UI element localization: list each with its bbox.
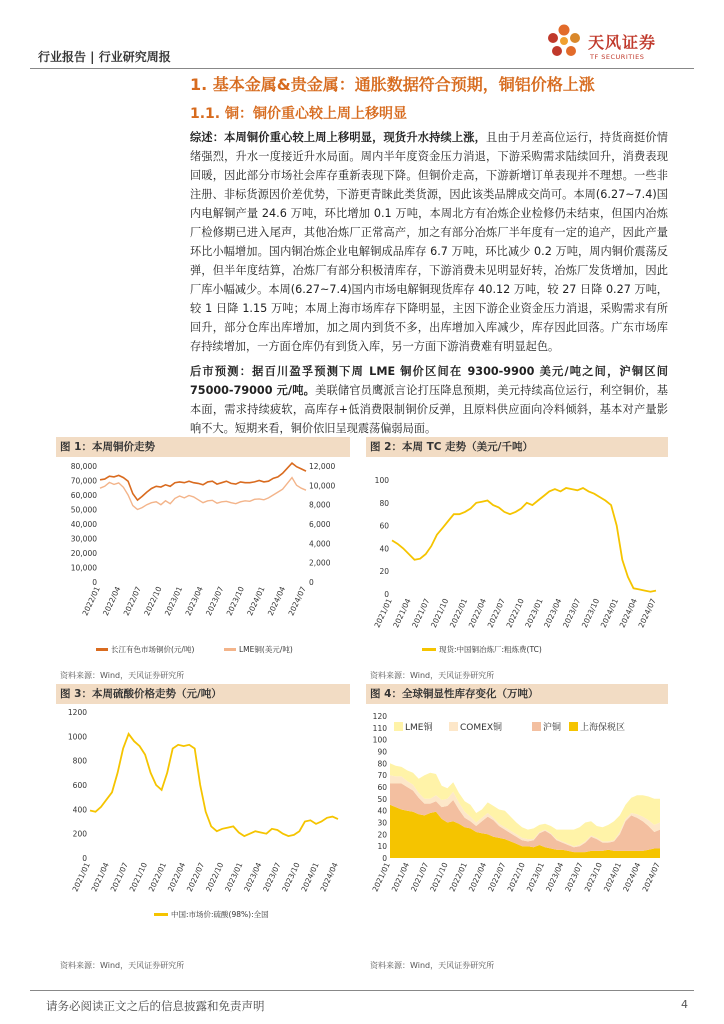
fig2-xtick-label: 2022/04: [466, 597, 489, 630]
fig3-xtick-label: 2021/01: [70, 861, 92, 894]
summary-paragraph: [190, 128, 668, 356]
footer-divider: [30, 990, 694, 991]
fig4-chart: [366, 706, 668, 956]
fig1-xtick-label: 2024/04: [265, 585, 288, 618]
fig1-xtick-label: 2023/01: [162, 585, 185, 618]
fig4-ytick-label: 100: [372, 735, 387, 745]
fig2-xtick-label: 2024/01: [598, 597, 621, 630]
fig2-xtick-label: 2021/10: [429, 597, 451, 630]
fig4-ytick-label: 20: [377, 830, 387, 840]
fig4-xtick-label: 2022/07: [486, 861, 508, 894]
fig1-left-ytick-label: 70,000: [70, 476, 97, 486]
fig2-xtick-label: 2023/07: [561, 597, 583, 630]
fig1-xtick-label: 2022/10: [142, 585, 164, 618]
fig4-legend-label: 上海保税区: [580, 723, 626, 733]
fig3-ytick-label: 600: [72, 781, 87, 790]
fig3-ytick-label: 200: [72, 829, 87, 839]
fig4-xtick-label: 2024/07: [640, 861, 662, 894]
fig2-chart: [366, 458, 668, 664]
fig3-xtick-label: 2023/04: [242, 861, 264, 894]
section-title: 1. 基本金属&贵金属：通胀数据符合预期，铜铝价格上涨: [190, 75, 595, 94]
fig4-xtick-label: 2022/04: [466, 861, 489, 894]
fig1-xtick-label: 2024/01: [245, 585, 267, 618]
company-logo: [544, 20, 694, 70]
fig3-ytick-label: 1000: [67, 732, 87, 742]
fig2-xtick-label: 2022/07: [485, 597, 507, 630]
fig3-xtick-label: 2022/10: [204, 861, 226, 894]
fig2-xtick-label: 2024/07: [636, 597, 658, 630]
fig2-ytick-label: 80: [379, 498, 389, 508]
fig4-xtick-label: 2021/01: [370, 861, 392, 894]
fig1-right-ytick-label: 8,000: [309, 500, 331, 510]
fig1-lme-legend-swatch: [224, 648, 236, 651]
fig4-xtick-label: 2024/01: [601, 861, 624, 894]
fig1-right-ytick-label: 6,000: [309, 520, 331, 529]
fig1-chart: [56, 458, 350, 664]
fig1-lme-legend-label: LME铜(美元/吨): [239, 645, 293, 654]
summary-body: 且由于月差高位运行，持货商挺价情绪强烈，升水一度接近升水局面。周内半年度资金压力消退，下游采购需求陆续回升，消费表现回暖，因此部分市场社会库存重新表现下降。但铜价走高，下游新增订单表现并不理想。一些非注册、非标货源因价差优势，下游更青睐此类货源，因此该类品牌成交尚可。本周(6.27~7.4)国内电解铜产量 24.6 万吨，环比增加 0.1 万吨，本周北方有冶炼企业检修仍未结束，但国内冶炼厂检修期已进入尾声，其他冶炼厂正常高产，加之有部分冶炼厂半年度有一定的追产，因此产量环比小幅增加。国内铜冶炼企业电解铜成品库存 6.7 万吨，环比减少 0.2 万吨，周内铜价震荡反弹，但半年度结算，冶炼厂有部分积极清库存，下游消费未见明显好转，冶炼厂发货增加，因此厂库小幅减少。本周(6.27~7.4)国内市场电解铜现货库存 40.12 万吨，较 27 日降 0.27 万吨，较 1 日降 1.15 万吨；本周上海市场库存下降明显，主因下游企业资金压力消退，采购需求有所回升，部分仓库出库增加，加之周内到货不多，出库增加入库减少，库存因此回落。广东市场库存持续增加，一方面仓库仍有到货入库，另一方面下游消费难有明显起色。: [190, 131, 668, 353]
fig1-left-ytick-label: 80,000: [70, 462, 97, 471]
fig3-xtick-label: 2021/10: [127, 861, 150, 894]
fig4-ytick-label: 110: [372, 723, 387, 733]
fig3-ytick-label: 1200: [67, 708, 87, 717]
subsection-title: 1.1. 铜：铜价重心较上周上移明显: [190, 106, 407, 122]
fig4-xtick-label: 2023/10: [582, 861, 604, 894]
fig3-ytick-label: 400: [72, 805, 87, 815]
fig4-xtick-label: 2021/04: [389, 861, 412, 894]
fig1-right-ytick-label: 10,000: [309, 481, 336, 491]
logo-flower-icon: [544, 20, 584, 64]
fig1-left-ytick-label: 10,000: [70, 563, 97, 573]
fig1-xtick-label: 2023/10: [224, 585, 247, 618]
fig3-xtick-label: 2023/07: [261, 861, 283, 894]
fig4-xtick-label: 2021/10: [428, 861, 450, 894]
fig4-ytick-label: 40: [377, 806, 387, 816]
fig2-xtick-label: 2021/04: [391, 597, 413, 630]
page-number: 4: [681, 998, 688, 1011]
fig2-source: 资料来源：Wind，天风证券研究所: [370, 671, 495, 680]
header-divider: [30, 68, 694, 69]
fig1-xtick-label: 2022/04: [101, 585, 123, 618]
footer-disclaimer: 请务必阅读正文之后的信息披露和免责声明: [46, 999, 265, 1013]
fig1-left-ytick-label: 50,000: [70, 505, 97, 515]
fig3-xtick-label: 2022/07: [184, 861, 207, 894]
fig1-xtick-label: 2022/07: [121, 585, 144, 618]
forecast-body: 美联储官员鹰派言论打压降息预期，美元持续高位运行，利空铜价，基本面，需求持续疲软，高库存+低消费限制铜价反弹，且原料供应面向冷料倾斜，基本对产量影响不大。短期来看，铜价依旧呈现震荡偏弱局面。: [190, 384, 668, 435]
fig3-acid-legend-label: 中国:市场价:硫酸(98%):全国: [171, 910, 269, 919]
fig3-xtick-label: 2024/04: [318, 861, 340, 894]
fig4-xtick-label: 2021/07: [409, 861, 431, 894]
fig4-ytick-label: 80: [377, 759, 387, 769]
page-header: [30, 20, 694, 70]
fig4-ytick-label: 60: [377, 783, 387, 792]
fig3-xtick-label: 2022/04: [165, 861, 188, 894]
fig4-ytick-label: 90: [377, 747, 387, 757]
fig4-legend-swatch: [532, 722, 541, 731]
fig3-xtick-label: 2023/01: [223, 861, 245, 894]
fig4-legend-swatch: [449, 722, 458, 731]
fig4-ytick-label: 0: [382, 854, 387, 863]
fig4-legend-label: LME铜: [405, 723, 433, 733]
fig1-title: 图 1：本周铜价走势: [60, 441, 155, 453]
logo-en-text: TF SECURITIES: [590, 53, 645, 61]
fig1-right-ytick-label: 4,000: [309, 539, 331, 549]
fig3-xtick-label: 2024/01: [299, 861, 321, 894]
fig2-xtick-label: 2021/01: [372, 597, 394, 630]
fig3-xtick-label: 2021/07: [108, 861, 130, 894]
breadcrumb: 行业报告 | 行业研究周报: [38, 50, 171, 64]
fig3-acid-legend-swatch: [154, 913, 168, 916]
fig2-tc-legend-swatch: [422, 648, 436, 651]
summary-lead: 综述：本周铜价重心较上周上移明显，现货升水持续上涨，: [190, 131, 487, 144]
fig3-xtick-label: 2022/01: [146, 861, 169, 894]
fig4-ytick-label: 30: [377, 818, 387, 828]
fig1-right-ytick-label: 12,000: [309, 462, 336, 471]
fig2-xtick-label: 2023/10: [579, 597, 602, 630]
fig1-right-ytick-label: 0: [309, 578, 314, 587]
fig3-ytick-label: 800: [72, 756, 87, 766]
logo-cn-text: 天风证券: [588, 33, 657, 52]
fig4-xtick-label: 2022/10: [505, 861, 527, 894]
fig3-series-line-acid: [90, 734, 338, 836]
fig4-xtick-label: 2024/04: [621, 861, 643, 894]
fig4-ytick-label: 10: [377, 842, 387, 852]
fig4-xtick-label: 2023/07: [563, 861, 585, 894]
fig2-ytick-label: 0: [384, 590, 389, 599]
fig4-xtick-label: 2023/01: [524, 861, 547, 894]
fig2-xtick-label: 2022/01: [447, 597, 470, 630]
page-footer: [30, 990, 694, 1013]
fig1-yangtze-legend-swatch: [96, 648, 108, 651]
fig4-legend-label: COMEX铜: [460, 723, 502, 733]
fig1-xtick-label: 2023/04: [183, 585, 205, 618]
fig4-source: 资料来源：Wind，天风证券研究所: [370, 961, 495, 970]
fig4-xtick-label: 2022/01: [447, 861, 469, 894]
fig3-source: 资料来源：Wind，天风证券研究所: [60, 961, 185, 970]
fig3-xtick-label: 2023/10: [280, 861, 302, 894]
fig4-xtick-label: 2023/04: [544, 861, 566, 894]
fig1-left-ytick-label: 0: [92, 578, 97, 587]
fig1-left-ytick-label: 20,000: [70, 549, 97, 558]
fig3-xtick-label: 2021/04: [89, 861, 111, 894]
fig1-right-ytick-label: 2,000: [309, 558, 331, 568]
fig2-xtick-label: 2023/04: [542, 597, 564, 630]
forecast-paragraph: [190, 362, 668, 438]
fig3-title: 图 3：本周硫酸价格走势（元/吨）: [60, 688, 222, 700]
fig2-xtick-label: 2023/01: [523, 597, 545, 630]
fig1-source: 资料来源：Wind，天风证券研究所: [60, 671, 185, 680]
fig2-series-line-tc: [392, 488, 656, 592]
fig4-ytick-label: 70: [377, 771, 387, 781]
fig2-xtick-label: 2022/10: [504, 597, 526, 630]
fig2-ytick-label: 60: [379, 521, 389, 531]
fig2-xtick-label: 2024/04: [617, 597, 639, 630]
fig2-ytick-label: 40: [379, 544, 389, 554]
fig2-ytick-label: 20: [379, 567, 389, 577]
fig2-tc-legend-label: 现货:中国铜冶炼厂:粗炼费(TC): [439, 645, 542, 654]
fig1-xtick-label: 2024/07: [286, 585, 308, 618]
fig1-yangtze-legend-label: 长江有色市场铜价(元/吨): [111, 645, 195, 654]
fig4-ytick-label: 50: [377, 794, 387, 804]
fig2-xtick-label: 2021/07: [410, 597, 432, 630]
fig1-left-ytick-label: 30,000: [70, 534, 97, 544]
fig4-legend-swatch: [394, 722, 403, 731]
fig1-xtick-label: 2022/01: [80, 585, 102, 618]
fig4-legend-swatch: [569, 722, 578, 731]
fig1-xtick-label: 2023/07: [204, 585, 226, 618]
fig3-chart: [56, 706, 350, 946]
fig3-ytick-label: 0: [82, 854, 87, 863]
fig1-series-line-lme: [100, 478, 306, 510]
fig1-left-ytick-label: 40,000: [70, 520, 97, 529]
fig4-title: 图 4：全球铜显性库存变化（万吨）: [370, 688, 539, 700]
fig1-left-ytick-label: 60,000: [70, 491, 97, 500]
fig4-ytick-label: 120: [372, 712, 387, 721]
fig4-legend-label: 沪铜: [543, 723, 562, 733]
fig2-title: 图 2：本周 TC 走势（美元/千吨）: [370, 441, 533, 453]
fig2-ytick-label: 100: [374, 476, 389, 485]
forecast-lead: 后市预测：据百川盈孚预测下周 LME 铜价区间在 9300-9900 美元/吨之间，沪铜区间 75000-79000 元/吨。: [190, 365, 668, 397]
